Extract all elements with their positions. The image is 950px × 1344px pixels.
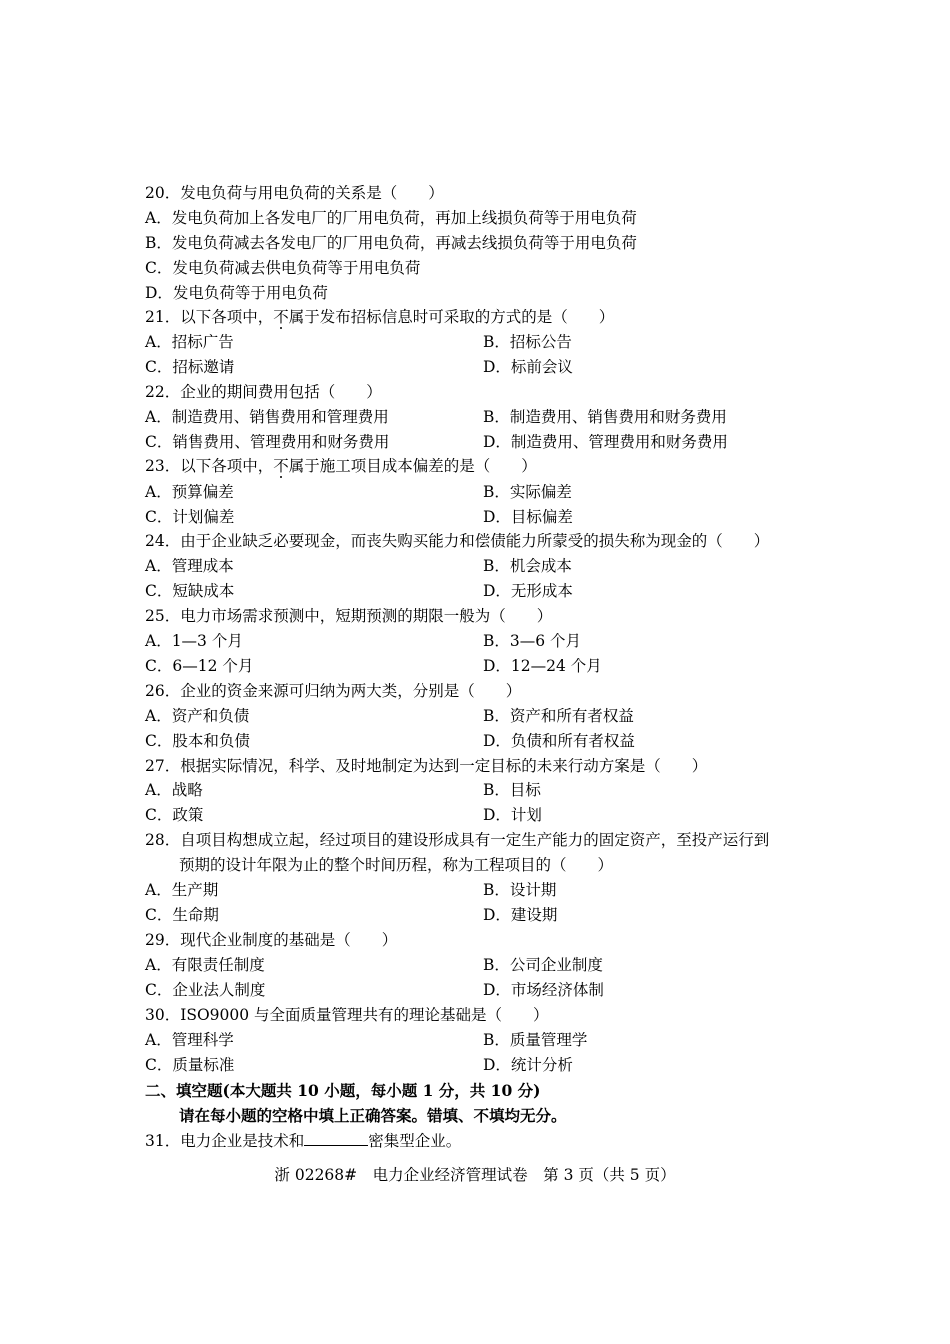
- question-30-option-a: A．管理科学: [145, 1031, 234, 1049]
- emphasis-dot-not: 不: [273, 457, 289, 475]
- question-20-option-a: A．发电负荷加上各发电厂的厂用电负荷，再加上线损负荷等于用电负荷: [145, 209, 637, 227]
- question-20-option-d: D．发电负荷等于用电负荷: [145, 284, 328, 302]
- question-31: [145, 1127, 461, 1152]
- question-27-option-a: A．战略: [145, 781, 203, 799]
- question-24-option-a: A．管理成本: [145, 557, 234, 575]
- question-23-option-d: D．目标偏差: [483, 508, 573, 526]
- question-20-option-b: B．发电负荷减去各发电厂的厂用电负荷，再减去线损负荷等于用电负荷: [145, 234, 637, 252]
- question-22-option-d: D．制造费用、管理费用和财务费用: [483, 433, 728, 451]
- question-21-stem-prefix: 21．以下各项中，: [145, 308, 274, 326]
- question-23-stem: [145, 454, 537, 479]
- question-24-option-c: C．短缺成本: [145, 582, 235, 600]
- question-23-option-a: A．预算偏差: [145, 483, 234, 501]
- question-29-option-d: D．市场经济体制: [483, 981, 604, 999]
- question-23-option-b: B．实际偏差: [483, 483, 572, 501]
- question-29-option-c: C．企业法人制度: [145, 981, 266, 999]
- question-30-option-b: B．质量管理学: [483, 1031, 588, 1049]
- question-21-option-a: A．招标广告: [145, 333, 234, 351]
- question-25-option-a: A．1—3 个月: [145, 632, 243, 650]
- question-25-option-d: D．12—24 个月: [483, 657, 602, 675]
- question-26-option-c: C．股本和负债: [145, 732, 250, 750]
- question-28-stem: 28．自项目构想成立起，经过项目的建设形成具有一定生产能力的固定资产，至投产运行到: [145, 831, 770, 849]
- question-22-option-c: C．销售费用、管理费用和财务费用: [145, 433, 390, 451]
- question-28-stem-continued: 预期的设计年限为止的整个时间历程，称为工程项目的（ ）: [179, 856, 614, 874]
- answer-blank: [304, 1127, 368, 1146]
- question-20-option-c: C．发电负荷减去供电负荷等于用电负荷: [145, 259, 421, 277]
- question-25-stem: 25．电力市场需求预测中，短期预测的期限一般为（ ）: [145, 607, 553, 625]
- question-31-prefix: 31．电力企业是技术和: [145, 1132, 305, 1150]
- question-26-option-d: D．负债和所有者权益: [483, 732, 635, 750]
- question-31-suffix: 密集型企业。: [368, 1132, 462, 1150]
- question-27-option-b: B．目标: [483, 781, 541, 799]
- question-21-option-b: B．招标公告: [483, 333, 572, 351]
- question-22-stem: 22．企业的期间费用包括（ ）: [145, 383, 382, 401]
- question-28-option-c: C．生命期: [145, 906, 219, 924]
- question-23-stem-suffix: 属于施工项目成本偏差的是（ ）: [288, 457, 537, 475]
- question-24-option-b: B．机会成本: [483, 557, 572, 575]
- question-21-option-c: C．招标邀请: [145, 358, 235, 376]
- question-23-stem-prefix: 23．以下各项中，: [145, 457, 274, 475]
- question-26-option-a: A．资产和负债: [145, 707, 250, 725]
- question-23-option-c: C．计划偏差: [145, 508, 235, 526]
- section-2-title: 二、填空题(本大题共 10 小题，每小题 1 分，共 10 分): [145, 1081, 541, 1100]
- question-26-option-b: B．资产和所有者权益: [483, 707, 634, 725]
- question-27-option-d: D．计划: [483, 806, 542, 824]
- emphasis-dot-not: 不: [273, 308, 289, 326]
- question-24-stem: 24．由于企业缺乏必要现金，而丧失购买能力和偿债能力所蒙受的损失称为现金的（ ）: [145, 532, 770, 550]
- question-22-option-a: A．制造费用、销售费用和管理费用: [145, 408, 389, 426]
- page-footer: 浙 02268# 电力企业经济管理试卷 第 3 页（共 5 页）: [274, 1166, 676, 1184]
- question-29-stem: 29．现代企业制度的基础是（ ）: [145, 931, 398, 949]
- question-25-option-b: B．3—6 个月: [483, 632, 582, 650]
- question-30-option-d: D．统计分析: [483, 1056, 573, 1074]
- question-29-option-b: B．公司企业制度: [483, 956, 603, 974]
- question-20-stem: 20．发电负荷与用电负荷的关系是（ ）: [145, 184, 444, 202]
- question-28-option-d: D．建设期: [483, 906, 558, 924]
- question-29-option-a: A．有限责任制度: [145, 956, 265, 974]
- question-27-option-c: C．政策: [145, 806, 204, 824]
- question-22-option-b: B．制造费用、销售费用和财务费用: [483, 408, 727, 426]
- question-26-stem: 26．企业的资金来源可归纳为两大类，分别是（ ）: [145, 682, 522, 700]
- question-30-option-c: C．质量标准: [145, 1056, 235, 1074]
- question-28-option-a: A．生产期: [145, 881, 219, 899]
- section-2-instruction: 请在每小题的空格中填上正确答案。错填、不填均无分。: [179, 1106, 567, 1125]
- question-21-stem-suffix: 属于发布招标信息时可采取的方式的是（ ）: [288, 308, 615, 326]
- question-30-stem: 30．ISO9000 与全面质量管理共有的理论基础是（ ）: [145, 1006, 549, 1024]
- question-27-stem: 27．根据实际情况，科学、及时地制定为达到一定目标的未来行动方案是（ ）: [145, 757, 708, 775]
- question-25-option-c: C．6—12 个月: [145, 657, 254, 675]
- question-21-stem: [145, 305, 614, 330]
- question-28-option-b: B．设计期: [483, 881, 557, 899]
- question-24-option-d: D．无形成本: [483, 582, 573, 600]
- question-21-option-d: D．标前会议: [483, 358, 573, 376]
